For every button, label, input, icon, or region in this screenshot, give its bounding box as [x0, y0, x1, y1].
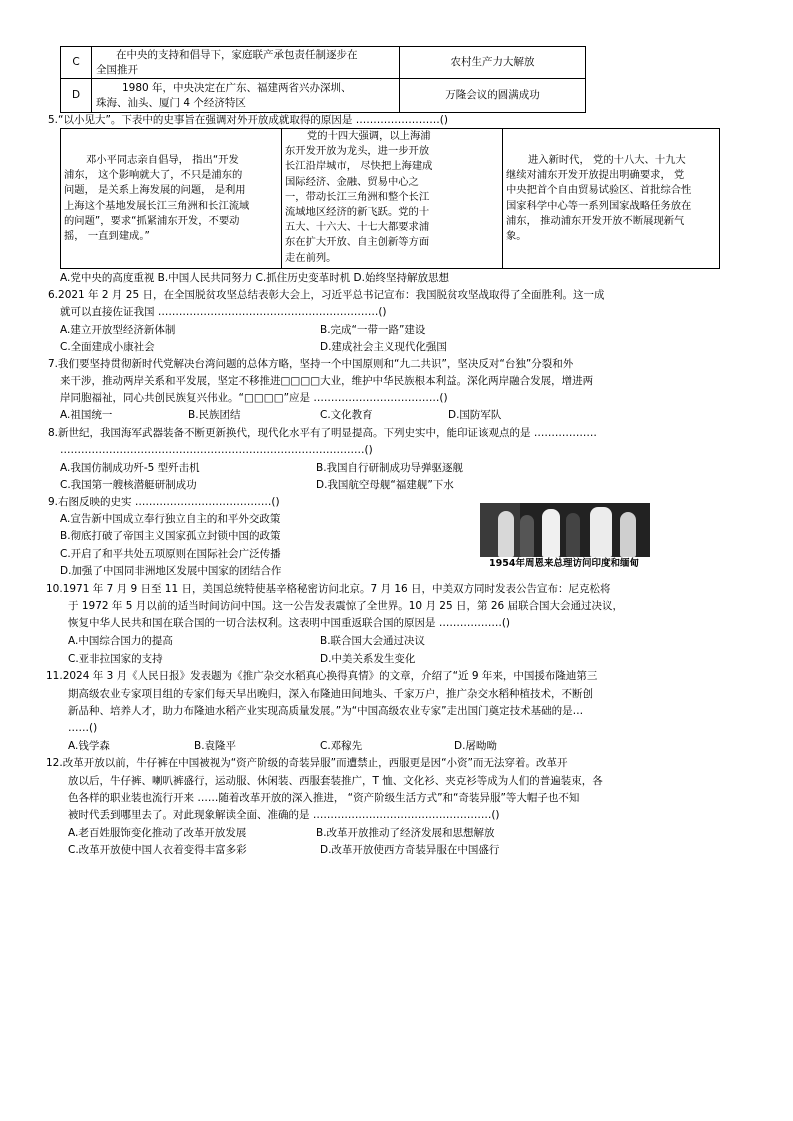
q6-stem-line1: 6.2021 年 2 月 25 日，在全国脱贫攻坚总结表彰大会上，习近平总书记宣布：我国脱贫攻坚战取得了全面胜利。这一成 [48, 289, 605, 301]
table-cell-result: 万隆会议的圆满成功 [400, 79, 586, 113]
historical-photo [480, 503, 650, 557]
q12-option-c: C.改革开放使中国人衣着变得丰富多彩 [68, 844, 247, 856]
q5-col2-line: 走在前列。 [285, 251, 337, 264]
q11-stem-line3: 新品种、培养人才，助力布隆迪水稻产业实现高质量发展。”为“中国高级农业专家”走出国门奠定技术基础的是… [68, 705, 584, 717]
q11-stem-line2: 期高级农业专家项目组的专家们每天早出晚归，深入布隆迪田间地头、千家万户，推广杂交水稻种植技术，不断创 [68, 688, 593, 700]
q5-material-col1 [60, 128, 282, 269]
q10-option-c: C.亚非拉国家的支持 [68, 653, 163, 665]
q12-stem-line4: 被时代丢到哪里去了。对此现象解读全面、准确的是 ……………………………………………() [68, 809, 500, 821]
q11-stem-line1: 11.2024 年 3 月《人民日报》发表题为《推广杂交水稻真心换得真情》的文章，介绍了“近 9 年来，中国援布隆迪第三 [46, 670, 598, 682]
q11-option-b: B.袁隆平 [194, 740, 237, 752]
q5-stem: 5.“以小见大”。下表中的史事旨在强调对外开放成就取得的原因是 ……………………() [48, 114, 448, 126]
q5-options: A.党中央的高度重视 B.中国人民共同努力 C.抓住历史变革时机 D.始终坚持解放思想 [60, 272, 449, 284]
table-cell-event-line1: 1980 年，中央决定在广东、福建两省兴办深圳、 [122, 81, 352, 94]
q9-option-b: B.彻底打破了帝国主义国家孤立封锁中国的政策 [60, 530, 281, 542]
q7-option-d: D.国防军队 [448, 409, 502, 421]
table-cell-event [92, 79, 400, 113]
q11-option-a: A.钱学森 [68, 740, 110, 752]
q8-option-c: C.我国第一艘核潜艇研制成功 [60, 479, 197, 491]
q5-col1-line: 浦东， 这个影响就大了，不只是浦东的 [64, 169, 243, 182]
q7-stem-line1: 7.我们要坚持贯彻新时代党解决台湾问题的总体方略，坚持一个中国原则和“九二共识”，坚决反对“台独”分裂和外 [48, 358, 574, 370]
q10-option-b: B.联合国大会通过决议 [320, 635, 426, 647]
q10-stem-line1: 10.1971 年 7 月 9 日至 11 日，美国总统特使基辛格秘密访问北京。7 月 16 日，中美双方同时发表公告宣布：尼克松将 [46, 583, 611, 595]
q5-col2-line: 流域地区经济的新飞跃。党的十 [285, 206, 430, 219]
q5-col1-line: 上海这个基地发展长江三角洲和长江流域 [64, 199, 250, 212]
q12-option-b: B.改革开放推动了经济发展和思想解放 [316, 827, 495, 839]
photo-caption: 1954年周恩来总理访问印度和缅甸 [489, 558, 639, 569]
q7-option-c: C.文化教育 [320, 409, 373, 421]
table-cell-event-line2: 珠海、汕头、厦门 4 个经济特区 [96, 96, 246, 109]
q6-option-b: B.完成“一带一路”建设 [320, 324, 426, 336]
q9-option-d: D.加强了中国同非洲地区发展中国家的团结合作 [60, 565, 282, 577]
q11-option-c: C.邓稼先 [320, 740, 363, 752]
table-cell-result: 农村生产力大解放 [400, 47, 586, 79]
q5-col2-line: 东在扩大开放、自主创新等方面 [285, 236, 430, 249]
q12-option-d: D.改革开放使西方奇装异服在中国盛行 [320, 844, 500, 856]
q10-stem-line2: 于 1972 年 5 月以前的适当时间访问中国。这一公告发表震惊了全世界。10 月 25 日，第 26 届联合国大会通过决议， [68, 600, 624, 612]
q5-material-col2 [281, 128, 503, 269]
q5-col1-line: 邓小平同志亲自倡导， 指出“开发 [86, 154, 239, 166]
q8-stem-line1: 8.新世纪，我国海军武器装备不断更新换代，现代化水平有了明显提高。下列史实中，能印证该观点的是 ……………… [48, 427, 597, 439]
q5-col2-line: 东开发开放为龙头，进一步开放 [285, 145, 430, 158]
q10-option-d: D.中美关系发生变化 [320, 653, 416, 665]
q5-col3-line: 进入新时代， 党的十八大、十九大 [528, 154, 686, 166]
q5-col3-line: 国家科学中心等一系列国家战略任务放在 [506, 199, 692, 212]
q5-material-col3 [502, 128, 720, 269]
q5-col3-line: 象。 [506, 230, 527, 243]
q12-stem-line2: 放以后，牛仔裤、喇叭裤盛行，运动服、休闲装、西服套装推广，T 恤、文化衫、夹克衫等成为人们的普遍装束，各 [68, 775, 603, 787]
q6-option-d: D.建成社会主义现代化强国 [320, 341, 447, 353]
q8-option-b: B.我国自行研制成功导弹驱逐舰 [316, 462, 464, 474]
q12-stem-line1: 12.改革开放以前，牛仔裤在中国被视为“资产阶级的奇装异服”而遭禁止，西服更是因“小资”而无法穿着。改革开 [46, 757, 568, 769]
q6-option-a: A.建立开放型经济新体制 [60, 324, 176, 336]
options-table [60, 46, 586, 113]
table-cell-letter: D [61, 79, 92, 113]
q5-col3-line: 中央把首个自由贸易试验区、首批综合性 [506, 184, 692, 197]
q10-option-a: A.中国综合国力的提高 [68, 635, 173, 647]
q8-option-d: D.我国航空母舰“福建舰”下水 [316, 479, 454, 491]
q5-col3-line: 浦东， 推动浦东开发开放不断展现新气 [506, 214, 685, 227]
table-cell-letter: C [61, 47, 92, 79]
q7-option-a: A.祖国统一 [60, 409, 113, 421]
table-cell-event-line2: 全国推开 [96, 63, 138, 76]
q8-stem-line2: ……………………………………………………………………………() [60, 444, 373, 456]
q7-stem-line2: 来干涉，推动两岸关系和平发展，坚定不移推进□□□□大业，维护中华民族根本利益。深化两岸融合发展，增进两 [60, 375, 594, 387]
q5-col3-line: 继续对浦东开发开放提出明确要求， 党 [506, 169, 685, 182]
q5-col2-line: 长江沿岸城市， 尽快把上海建成 [285, 160, 433, 173]
q5-col1-line: 摇， 一直到建成。” [64, 230, 150, 243]
q5-col1-line: 的问题”，要求“抓紧浦东开发，不要动 [64, 214, 240, 227]
table-cell-event [92, 47, 400, 79]
q9-option-c: C.开启了和平共处五项原则在国际社会广泛传播 [60, 548, 281, 560]
q8-option-a: A.我国仿制成功歼-5 型歼击机 [60, 462, 200, 474]
q12-stem-line3: 色各样的职业装也流行开来 ……随着改革开放的深入推进， “资产阶级生活方式”和“奇装异服”等大帽子也不知 [68, 792, 580, 804]
q6-stem-line2: 就可以直接佐证我国 ………………………………………………………() [60, 306, 387, 318]
q5-col2-line: 党的十四大强调，以上海浦 [307, 130, 431, 142]
q5-col1-line: 问题， 是关系上海发展的问题， 是利用 [64, 184, 246, 197]
q9-stem: 9.右图反映的史实 …………………………………() [48, 496, 280, 508]
q5-col2-line: 一，带动长江三角洲和整个长江 [285, 190, 430, 203]
q9-option-a: A.宣告新中国成立奉行独立自主的和平外交政策 [60, 513, 281, 525]
q6-option-c: C.全面建成小康社会 [60, 341, 155, 353]
q10-stem-line3: 恢复中华人民共和国在联合国的一切合法权利。这表明中国重返联合国的原因是 ………………() [68, 617, 511, 629]
q5-col2-line: 五大、十六大、十七大都要求浦 [285, 221, 430, 234]
q11-option-d: D.屠呦呦 [454, 740, 497, 752]
q12-option-a: A.老百姓服饰变化推动了改革开放发展 [68, 827, 247, 839]
table-cell-event-line1: 在中央的支持和倡导下，家庭联产承包责任制逐步在 [116, 48, 358, 61]
q5-col2-line: 国际经济、金融、贸易中心之 [285, 175, 419, 188]
q11-stem-line4: ……() [68, 722, 98, 734]
q7-stem-line3: 岸同胞福祉，同心共创民族复兴伟业。“□□□□”应是 ………………………………() [60, 392, 448, 404]
q7-option-b: B.民族团结 [188, 409, 241, 421]
